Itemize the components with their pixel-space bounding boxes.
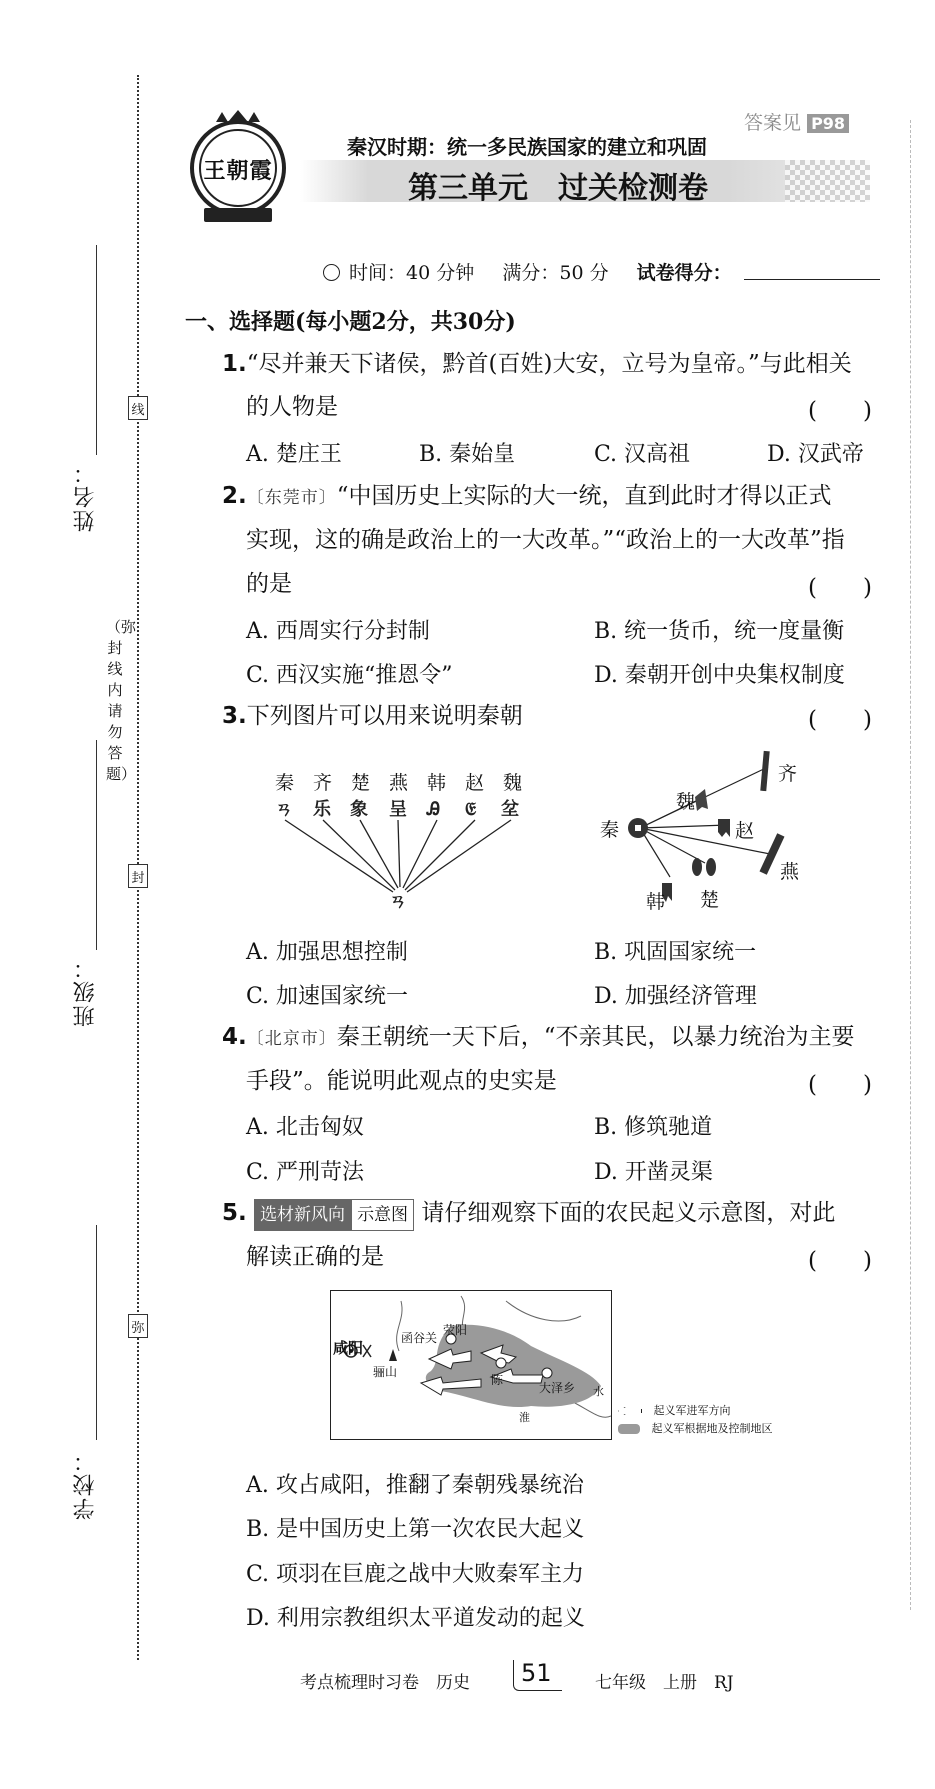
info-line [323, 258, 732, 285]
map-label-chen: 陈 [491, 1373, 504, 1387]
map-label-lishan: 骊山 [373, 1365, 398, 1379]
state-qin: 秦 [275, 772, 295, 794]
q4-text1: 秦王朝统一天下后，“不亲其民，以暴力统治为主要 [336, 1024, 855, 1050]
q2-text2: 实现，这的确是政治上的一大改革。”“政治上的一大改革”指 [246, 527, 845, 553]
q3-option-d[interactable]: D. 加强经济管理 [594, 984, 757, 1009]
q2-text3: 的是 [246, 571, 292, 597]
q2-number: 2. [222, 483, 247, 509]
answer-ref-text: 答案见 [744, 112, 802, 134]
school-label: 学校： [73, 1448, 98, 1520]
name-label: 姓名： [73, 460, 98, 532]
q2-text1: “中国历史上实际的大一统，直到此时才得以正式 [336, 483, 832, 509]
q5-line1 [222, 1198, 835, 1231]
section-title: 一、选择题(每小题2分，共30分) [185, 309, 516, 335]
svg-text:ㄢ: ㄢ [275, 799, 293, 820]
svg-text:呈: 呈 [389, 799, 407, 820]
q4-option-a[interactable]: A. 北击匈奴 [246, 1115, 364, 1140]
clock-icon [323, 264, 340, 281]
svg-text:乐: 乐 [313, 799, 331, 820]
q5-option-c[interactable]: C. 项羽在巨鹿之战中大败秦军主力 [246, 1562, 585, 1587]
state-chu: 楚 [351, 772, 371, 794]
q1-option-a[interactable]: A. 楚庄王 [246, 442, 342, 467]
map-label-river-shui: 水 [593, 1385, 604, 1398]
q3-option-a[interactable]: A. 加强思想控制 [246, 940, 408, 965]
q3-text1: 下列图片可以用来说明秦朝 [246, 703, 523, 729]
coin-label-zhao: 赵 [735, 820, 755, 842]
q2-option-a[interactable]: A. 西周实行分封制 [246, 619, 430, 644]
q1-option-d[interactable]: D. 汉武帝 [767, 442, 864, 467]
map-label-hanguguan: 函谷关 [401, 1331, 438, 1345]
coin-label-qin: 秦 [600, 819, 620, 841]
answer-reference [744, 108, 849, 135]
state-wei: 魏 [503, 772, 523, 794]
q5-text1: 请仔细观察下面的农民起义示意图，对此 [421, 1200, 836, 1226]
q3-answer-paren[interactable]: ( ) [808, 707, 872, 733]
svg-text:Ꭿ: Ꭿ [427, 799, 441, 820]
q1-option-c[interactable]: C. 汉高祖 [594, 442, 691, 467]
q5-tag-diagram: 示意图 [351, 1199, 414, 1231]
answer-page-badge: P98 [807, 114, 849, 133]
q2-option-d[interactable]: D. 秦朝开创中央集权制度 [594, 663, 845, 688]
coin-label-yan: 燕 [780, 861, 800, 883]
footer-left-text: 考点梳理时习卷 历史 [300, 1673, 470, 1693]
svg-text:𝔈: 𝔈 [465, 799, 477, 820]
map-label-river-huai: 淮 [519, 1411, 530, 1424]
q1-option-b[interactable]: B. 秦始皇 [419, 442, 516, 467]
state-han: 韩 [427, 772, 447, 794]
q1-text2: 的人物是 [246, 394, 338, 420]
q4-option-d[interactable]: D. 开凿灵渠 [594, 1160, 713, 1185]
q4-line1 [222, 1022, 855, 1054]
q4-option-b[interactable]: B. 修筑驰道 [594, 1115, 713, 1140]
class-line [96, 740, 97, 950]
logo-badge [186, 108, 290, 226]
name-line [96, 245, 97, 455]
coin-label-qi: 齐 [778, 763, 798, 785]
score-blank[interactable] [744, 279, 880, 280]
svg-text:ㄢ: ㄢ [389, 891, 407, 910]
school-line [96, 1225, 97, 1440]
q5-answer-paren[interactable]: ( ) [808, 1248, 872, 1274]
binding-note: （弥封线内请勿答题） [106, 618, 137, 783]
class-label: 班级： [73, 955, 98, 1027]
q3-line1 [222, 701, 523, 731]
legend-area-text: 起义军根据地及控制地区 [651, 1422, 773, 1435]
right-dashed-line [910, 120, 911, 1610]
time-text: 时间：40 分钟 [349, 262, 475, 284]
legend-row-area [618, 1420, 773, 1438]
legend-area-swatch [618, 1424, 640, 1434]
map-label-dazexiang: 大泽乡 [539, 1381, 576, 1395]
full-score-text: 满分：50 分 [502, 262, 609, 284]
seal-feng: 封 [128, 864, 148, 888]
q5-option-a[interactable]: A. 攻占咸阳，推翻了秦朝残暴统治 [246, 1473, 584, 1498]
q4-source: 〔北京市〕 [246, 1029, 337, 1049]
map-label-xianyang: 咸阳 [333, 1339, 364, 1357]
q1-line1 [222, 349, 852, 379]
q2-source: 〔东莞市〕 [246, 488, 337, 508]
seal-xian: 线 [128, 396, 148, 420]
map-label-xingyang: 荥阳 [443, 1323, 468, 1337]
q2-line1 [222, 481, 832, 513]
unit-title: 第三单元 过关检测卷 [408, 171, 708, 206]
q2-option-b[interactable]: B. 统一货币，统一度量衡 [594, 619, 845, 644]
svg-text:象: 象 [350, 799, 368, 820]
legend-row-direction [618, 1402, 773, 1420]
q4-number: 4. [222, 1024, 247, 1050]
page-number: 51 [521, 1659, 552, 1687]
q4-option-c[interactable]: C. 严刑苛法 [246, 1160, 365, 1185]
q3-option-b[interactable]: B. 巩固国家统一 [594, 940, 757, 965]
state-qi: 齐 [313, 772, 333, 794]
q1-text1: “尽并兼天下诸侯，黔首(百姓)大安，立号为皇帝。”与此相关 [246, 351, 852, 377]
q5-text2: 解读正确的是 [246, 1244, 384, 1270]
q5-option-b[interactable]: B. 是中国历史上第一次农民大起义 [246, 1517, 585, 1542]
checker-pattern [785, 160, 870, 202]
q5-map-legend [618, 1402, 773, 1438]
q5-number: 5. [222, 1200, 247, 1226]
footer-right-text: 七年级 上册 RJ [595, 1673, 734, 1693]
score-label: 试卷得分： [636, 262, 732, 284]
coin-label-wei: 魏 [676, 791, 696, 813]
state-zhao: 赵 [465, 772, 485, 794]
unit-subtitle: 秦汉时期：统一多民族国家的建立和巩固 [347, 135, 707, 159]
svg-text:坌: 坌 [501, 799, 519, 820]
legend-direction-text: 起义军进军方向 [653, 1404, 731, 1417]
q4-answer-paren[interactable]: ( ) [808, 1072, 872, 1098]
legend-arrow-icon [618, 1407, 642, 1415]
state-yan: 燕 [389, 772, 409, 794]
q1-number: 1. [222, 351, 247, 377]
q1-answer-paren[interactable]: ( ) [808, 398, 872, 424]
q5-option-d[interactable]: D. 利用宗教组织太平道发动的起义 [246, 1606, 585, 1631]
seal-mi: 弥 [128, 1314, 148, 1338]
logo-name: 王朝霞 [203, 158, 273, 184]
q3-figure-coins [600, 745, 810, 915]
coin-label-chu: 楚 [700, 889, 720, 911]
coin-label-han: 韩 [646, 891, 666, 913]
q2-answer-paren[interactable]: ( ) [808, 575, 872, 601]
q3-number: 3. [222, 703, 247, 729]
q5-tag-new: 选材新风向 [254, 1199, 351, 1231]
q2-option-c[interactable]: C. 西汉实施“推恩令” [246, 663, 453, 688]
q4-text2: 手段”。能说明此观点的史实是 [246, 1068, 557, 1094]
q5-uprising-map [330, 1290, 612, 1440]
q3-option-c[interactable]: C. 加速国家统一 [246, 984, 409, 1009]
q3-figure-scripts [265, 770, 535, 910]
